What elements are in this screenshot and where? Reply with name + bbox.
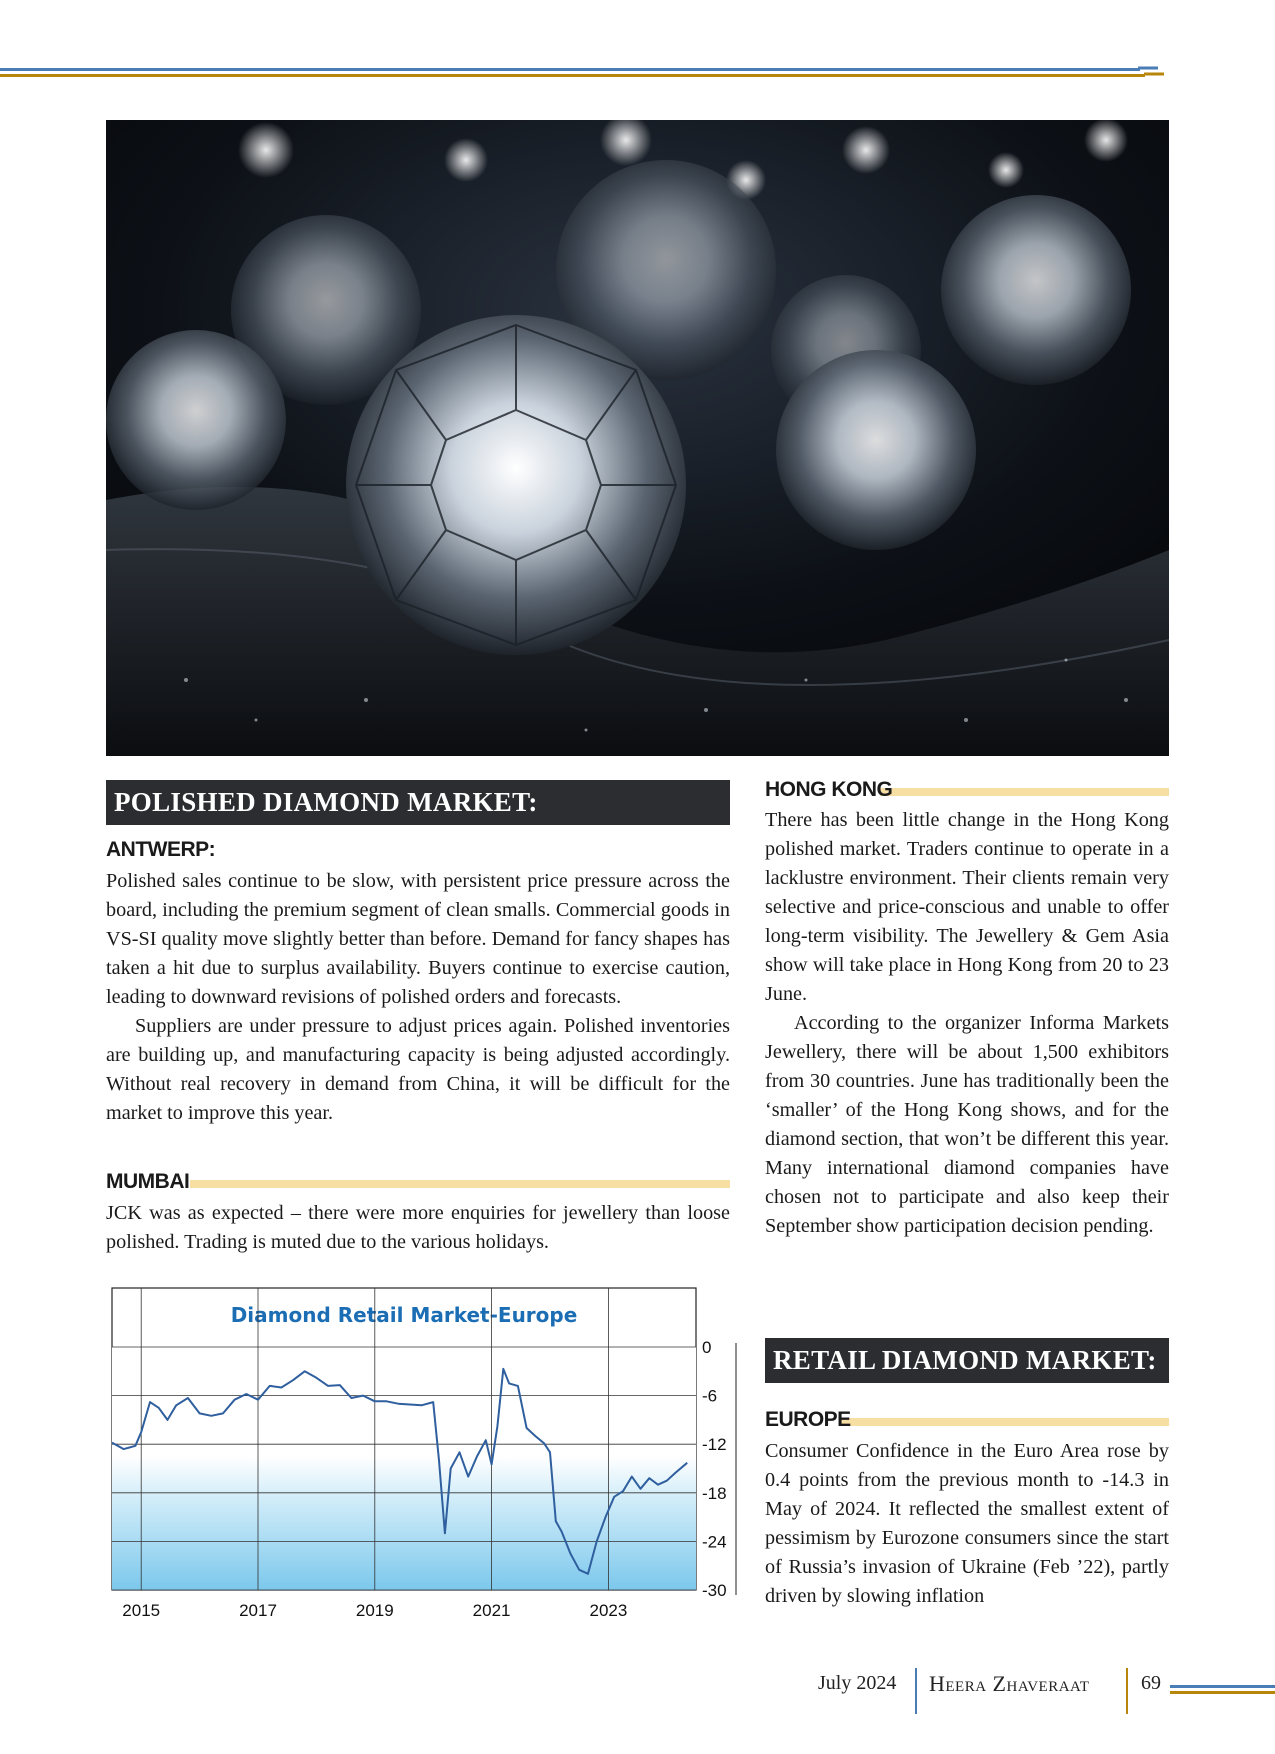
x-tick-label: 2015 [122, 1601, 161, 1620]
section-title-retail: RETAIL DIAMOND MARKET: [773, 1345, 1157, 1375]
footer-rule-blue [1170, 1685, 1275, 1688]
top-rule-gold [0, 74, 1145, 77]
mumbai-heading-bar [190, 1180, 730, 1188]
x-tick-label: 2023 [589, 1601, 628, 1620]
subheading-hongkong: HONG KONG [765, 778, 893, 801]
hongkong-heading-bar [880, 788, 1169, 796]
footer-divider-right [1126, 1668, 1128, 1714]
y-tick-label: -30 [702, 1581, 727, 1600]
subheading-mumbai: MUMBAI [106, 1170, 190, 1193]
y-tick-label: -18 [702, 1483, 727, 1503]
europe-paragraph-1: Consumer Confidence in the Euro Area rose by 0.4 points from the previous month to -14.3 in May of 2024. It reflected the smallest extent of pessimism by Eurozone consumers since the start of Russia’s invasion of Ukraine (Feb ’22), partly driven by slowing inflation [765, 1440, 1169, 1607]
footer-rule-gold [1170, 1691, 1275, 1694]
hongkong-paragraph-1: There has been little change in the Hong Kong polished market. Traders continue to operate in a lacklustre environment. Their clients remain very selective and price-conscious and unable to offer long-term visibility. The Jewellery & Gem Asia show will take place in Hong Kong from 20 to 23 June. [765, 809, 1169, 1005]
chart-container [106, 1285, 746, 1620]
footer-divider-left [915, 1668, 917, 1714]
mumbai-body [106, 1199, 730, 1257]
footer-brand [929, 1671, 1089, 1697]
antwerp-body [106, 867, 730, 1128]
subheading-europe: EUROPE [765, 1408, 851, 1431]
page-number: 69 [1141, 1672, 1161, 1694]
y-tick-label: -24 [702, 1532, 727, 1552]
hero-diamonds-photo [106, 120, 1169, 756]
y-tick-label: -6 [702, 1386, 718, 1406]
antwerp-paragraph-2: Suppliers are under pressure to adjust prices again. Polished inventories are building up, and manufacturing capacity is being adjusted accordingly. Without real recovery in demand from China, it will be difficult for the market to improve this year. [106, 1015, 730, 1124]
section-banner-polished [106, 780, 730, 825]
chart-title: Diamond Retail Market-Europe [230, 1303, 578, 1327]
antwerp-paragraph-1: Polished sales continue to be slow, with persistent price pressure across the board, including the premium segment of clean smalls. Commercial goods in VS-SI quality move slightly better than before. Demand for fancy shapes has taken a hit due to surplus availability. Buyers continue to exercise caution, leading to downward revisions of polished orders and forecasts. [106, 870, 730, 1008]
europe-heading-bar [840, 1418, 1169, 1426]
x-tick-label: 2021 [472, 1601, 511, 1620]
top-rule-slashes [1138, 64, 1166, 80]
europe-body [765, 1437, 1169, 1611]
chart-svg [106, 1285, 746, 1620]
subheading-antwerp: ANTWERP: [106, 838, 216, 861]
section-title-polished: POLISHED DIAMOND MARKET: [114, 787, 538, 817]
footer-brand-text: Heera Zhaveraat [929, 1671, 1090, 1696]
section-banner-retail [765, 1338, 1169, 1383]
x-tick-label: 2017 [239, 1601, 277, 1620]
top-rule-blue [0, 68, 1140, 71]
mumbai-paragraph-1: JCK was as expected – there were more enquiries for jewellery than loose polished. Trading is muted due to the various holidays. [106, 1202, 730, 1253]
footer-date: July 2024 [818, 1672, 897, 1694]
hongkong-body [765, 806, 1169, 1241]
x-tick-label: 2019 [355, 1601, 394, 1620]
y-tick-label: -12 [702, 1435, 727, 1455]
hongkong-paragraph-2: According to the organizer Informa Markets Jewellery, there will be about 1,500 exhibitors from 30 countries. June has traditionally been the ‘smaller’ of the Hong Kong shows, and for the diamond section, that won’t be different this year. Many international diamond companies have chosen not to participate and also keep their September show participation decision pending. [765, 1012, 1169, 1237]
y-tick-label: 0 [702, 1338, 712, 1357]
